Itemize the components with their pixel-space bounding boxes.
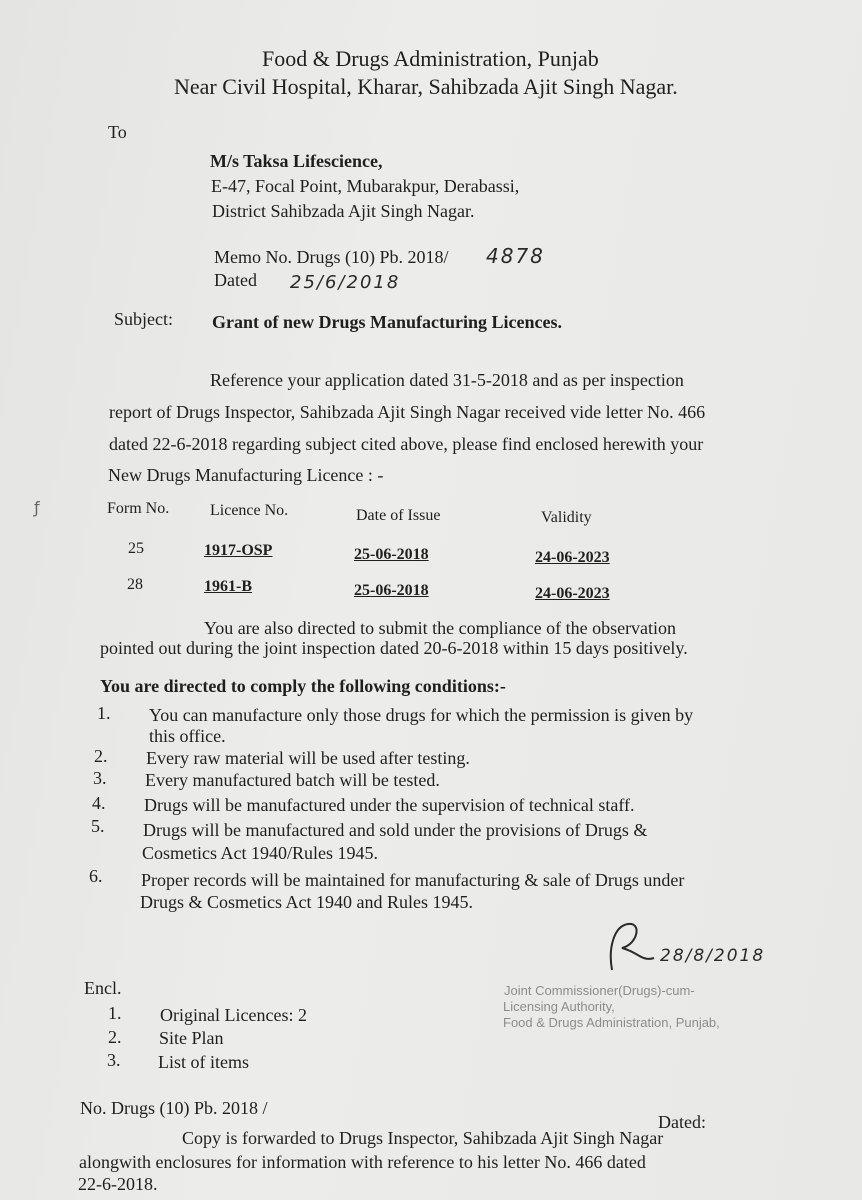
condition-1-line1: You can manufacture only those drugs for which the permission is given by bbox=[149, 705, 694, 725]
footer-memo: No. Drugs (10) Pb. 2018 / bbox=[80, 1098, 268, 1118]
condition-3-num: 3. bbox=[93, 768, 107, 788]
copy-line1: Copy is forwarded to Drugs Inspector, Sahibzada Ajit Singh Nagar bbox=[182, 1128, 664, 1148]
table-row-2-date: 25-06-2018 bbox=[354, 582, 429, 599]
table-row-1-form: 25 bbox=[128, 540, 144, 557]
copy-line3: 22-6-2018. bbox=[78, 1174, 158, 1194]
signature-date-handwritten: 28/8/2018 bbox=[660, 946, 766, 966]
table-row-1-validity: 24-06-2023 bbox=[535, 549, 610, 566]
condition-1-line2: this office. bbox=[149, 726, 226, 746]
condition-6-line1: Proper records will be maintained for manufacturing & sale of Drugs under bbox=[141, 870, 685, 890]
condition-4-num: 4. bbox=[92, 793, 106, 813]
org-address: Near Civil Hospital, Kharar, Sahibzada Ajit Singh Nagar. bbox=[174, 74, 678, 99]
org-name: Food & Drugs Administration, Punjab bbox=[262, 46, 599, 71]
table-header-date: Date of Issue bbox=[356, 507, 441, 524]
copy-line2: alongwith enclosures for information with reference to his letter No. 466 dated bbox=[79, 1152, 646, 1172]
enclosures-label: Encl. bbox=[84, 978, 122, 998]
table-row-2-validity: 24-06-2023 bbox=[535, 585, 610, 602]
table-row-2-licence: 1961-B bbox=[204, 578, 252, 595]
enclosure-3-num: 3. bbox=[107, 1050, 121, 1070]
para1-line1: Reference your application dated 31-5-2018 and as per inspection bbox=[210, 370, 684, 390]
to-label: To bbox=[108, 122, 127, 142]
recipient-name: M/s Taksa Lifescience, bbox=[210, 151, 383, 171]
condition-3-line1: Every manufactured batch will be tested. bbox=[145, 770, 440, 790]
condition-1-num: 1. bbox=[97, 703, 111, 723]
para1-line3: dated 22-6-2018 regarding subject cited above, please find enclosed herewith your bbox=[109, 434, 704, 454]
condition-5-num: 5. bbox=[91, 816, 105, 836]
para1-line2: report of Drugs Inspector, Sahibzada Ajit Singh Nagar received vide letter No. 466 bbox=[109, 402, 706, 422]
footer-dated: Dated: bbox=[658, 1112, 706, 1132]
subject-text: Grant of new Drugs Manufacturing Licences. bbox=[212, 312, 562, 332]
para2-line1: You are also directed to submit the compliance of the observation bbox=[204, 618, 677, 638]
signatory-title-line2: Licensing Authority, bbox=[503, 999, 615, 1014]
recipient-address-line2: District Sahibzada Ajit Singh Nagar. bbox=[212, 201, 475, 221]
condition-6-num: 6. bbox=[89, 866, 103, 886]
table-header-validity: Validity bbox=[541, 509, 592, 526]
subject-label: Subject: bbox=[114, 309, 173, 329]
enclosure-2-num: 2. bbox=[108, 1027, 122, 1047]
table-header-licence: Licence No. bbox=[210, 502, 289, 519]
condition-4-line1: Drugs will be manufactured under the supervision of technical staff. bbox=[144, 795, 635, 815]
table-row-1-date: 25-06-2018 bbox=[354, 546, 429, 563]
memo-date-handwritten: 25/6/2018 bbox=[290, 272, 401, 293]
condition-2-num: 2. bbox=[94, 746, 108, 766]
signatory-title-line3: Food & Drugs Administration, Punjab, bbox=[503, 1015, 720, 1030]
enclosure-3-text: List of items bbox=[158, 1052, 249, 1072]
para1-line4: New Drugs Manufacturing Licence : - bbox=[108, 465, 384, 485]
condition-2-line1: Every raw material will be used after testing. bbox=[146, 748, 470, 768]
memo-dated-label: Dated bbox=[214, 270, 257, 290]
conditions-heading: You are directed to comply the following conditions:- bbox=[100, 676, 506, 696]
para2-line2: pointed out during the joint inspection dated 20-6-2018 within 15 days positively. bbox=[100, 638, 688, 658]
enclosure-1-num: 1. bbox=[108, 1003, 122, 1023]
condition-5-line2: Cosmetics Act 1940/Rules 1945. bbox=[142, 843, 378, 863]
table-header-form: Form No. bbox=[107, 500, 170, 517]
margin-mark: ƒ bbox=[34, 498, 40, 517]
table-row-1-licence: 1917-OSP bbox=[204, 542, 273, 559]
enclosure-2-text: Site Plan bbox=[159, 1028, 224, 1048]
table-row-2-form: 28 bbox=[127, 576, 143, 593]
recipient-address-line1: E-47, Focal Point, Mubarakpur, Derabassi, bbox=[211, 176, 520, 196]
memo-label: Memo No. Drugs (10) Pb. 2018/ bbox=[214, 247, 449, 267]
enclosure-1-text: Original Licences: 2 bbox=[160, 1005, 307, 1025]
memo-number-handwritten: 4878 bbox=[486, 244, 545, 268]
condition-5-line1: Drugs will be manufactured and sold under the provisions of Drugs & bbox=[143, 820, 648, 840]
condition-6-line2: Drugs & Cosmetics Act 1940 and Rules 1945. bbox=[140, 892, 473, 912]
signatory-title-line1: Joint Commissioner(Drugs)-cum- bbox=[504, 983, 695, 998]
